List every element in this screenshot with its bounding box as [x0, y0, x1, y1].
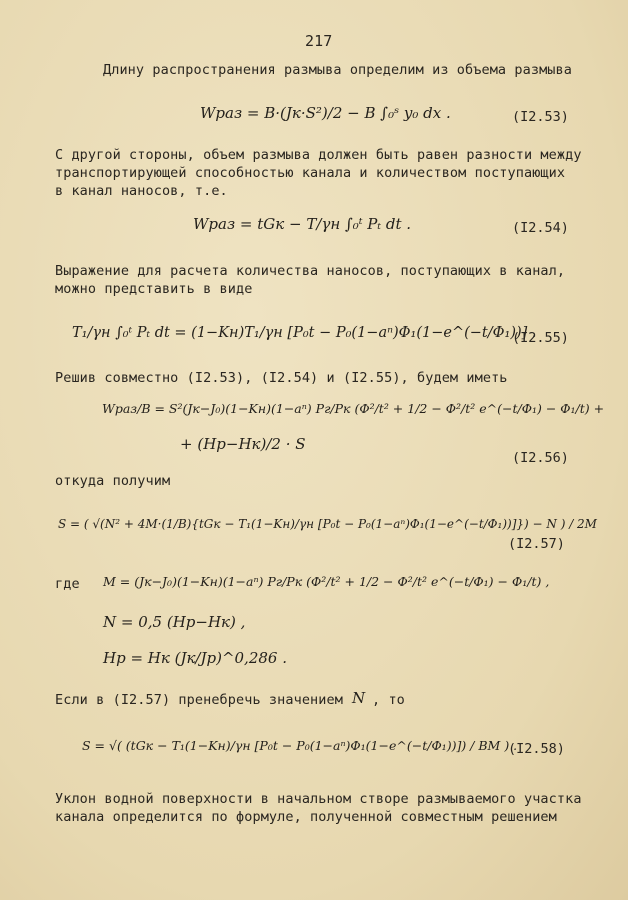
- equation-number: (I2.56): [512, 450, 569, 466]
- formula-N: N = 0,5 (Hр−Hк) ,: [103, 613, 246, 631]
- formula-12-53: Wраз = B·(Jк·S²)/2 − B ∫₀ˢ y₀ dx .: [200, 104, 451, 122]
- text-line: Если в (I2.57) пренебречь значением: [55, 692, 343, 708]
- text-line: Выражение для расчета количества наносов, поступающих в канал,: [55, 263, 566, 279]
- formula-12-54: Wраз = tGк − T/γн ∫₀ᵗ Pₜ dt .: [193, 215, 412, 233]
- text-line: канала определится по формуле, полученной совместным решением: [55, 809, 557, 825]
- text-line: Длину распространения размыва определим из объема размыва: [103, 62, 572, 78]
- formula-Hp: Hр = Hк (Jк/Jр)^0,286 .: [103, 649, 287, 667]
- text-line: Уклон водной поверхности в начальном створе размываемого участка: [55, 791, 582, 807]
- formula-12-56-line2: + (Hр−Hк)/2 · S: [180, 435, 306, 453]
- equation-number: (I2.53): [512, 109, 569, 125]
- equation-number: (I2.57): [508, 536, 565, 552]
- equation-number: (I2.55): [512, 330, 569, 346]
- text-line: Решив совместно (I2.53), (I2.54) и (I2.55), будем иметь: [55, 370, 508, 386]
- text-line: , то: [372, 692, 405, 708]
- page-number: 217: [305, 32, 333, 50]
- inline-variable-N: N: [352, 689, 366, 707]
- text-line: можно представить в виде: [55, 281, 253, 297]
- formula-12-58: S = √( (tGк − T₁(1−Kн)/γн [P₀t − P₀(1−aⁿ)Φ₁(1−e^(−t/Φ₁))]) / BM ) .: [82, 738, 518, 753]
- equation-number: (I2.58): [508, 741, 565, 757]
- formula-12-56-line1: Wраз/B = S²(Jк−J₀)(1−Kн)(1−aⁿ) Pг/Pк (Φ²/t² + 1/2 − Φ²/t² e^(−t/Φ₁) − Φ₁/t) +: [102, 401, 605, 416]
- formula-M: M = (Jк−J₀)(1−Kн)(1−aⁿ) Pг/Pк (Φ²/t² + 1/2 − Φ²/t² e^(−t/Φ₁) − Φ₁/t) ,: [103, 574, 550, 589]
- formula-12-57: S = ( √(N² + 4M·(1/B){tGк − T₁(1−Kн)/γн [P₀t − P₀(1−aⁿ)Φ₁(1−e^(−t/Φ₁))]}) − N ) / 2M: [58, 517, 597, 531]
- text-line: в канал наносов, т.е.: [55, 183, 228, 199]
- text-line: откуда получим: [55, 473, 171, 489]
- text-line: где: [55, 576, 80, 592]
- text-line: транспортирующей способностью канала и количеством поступающих: [55, 165, 566, 181]
- text-line: С другой стороны, объем размыва должен быть равен разности между: [55, 147, 582, 163]
- formula-12-55: T₁/γн ∫₀ᵗ Pₜ dt = (1−Kн)T₁/γн [P₀t − P₀(1−aⁿ)Φ₁(1−e^(−t/Φ₁))] .: [72, 325, 537, 341]
- equation-number: (I2.54): [512, 220, 569, 236]
